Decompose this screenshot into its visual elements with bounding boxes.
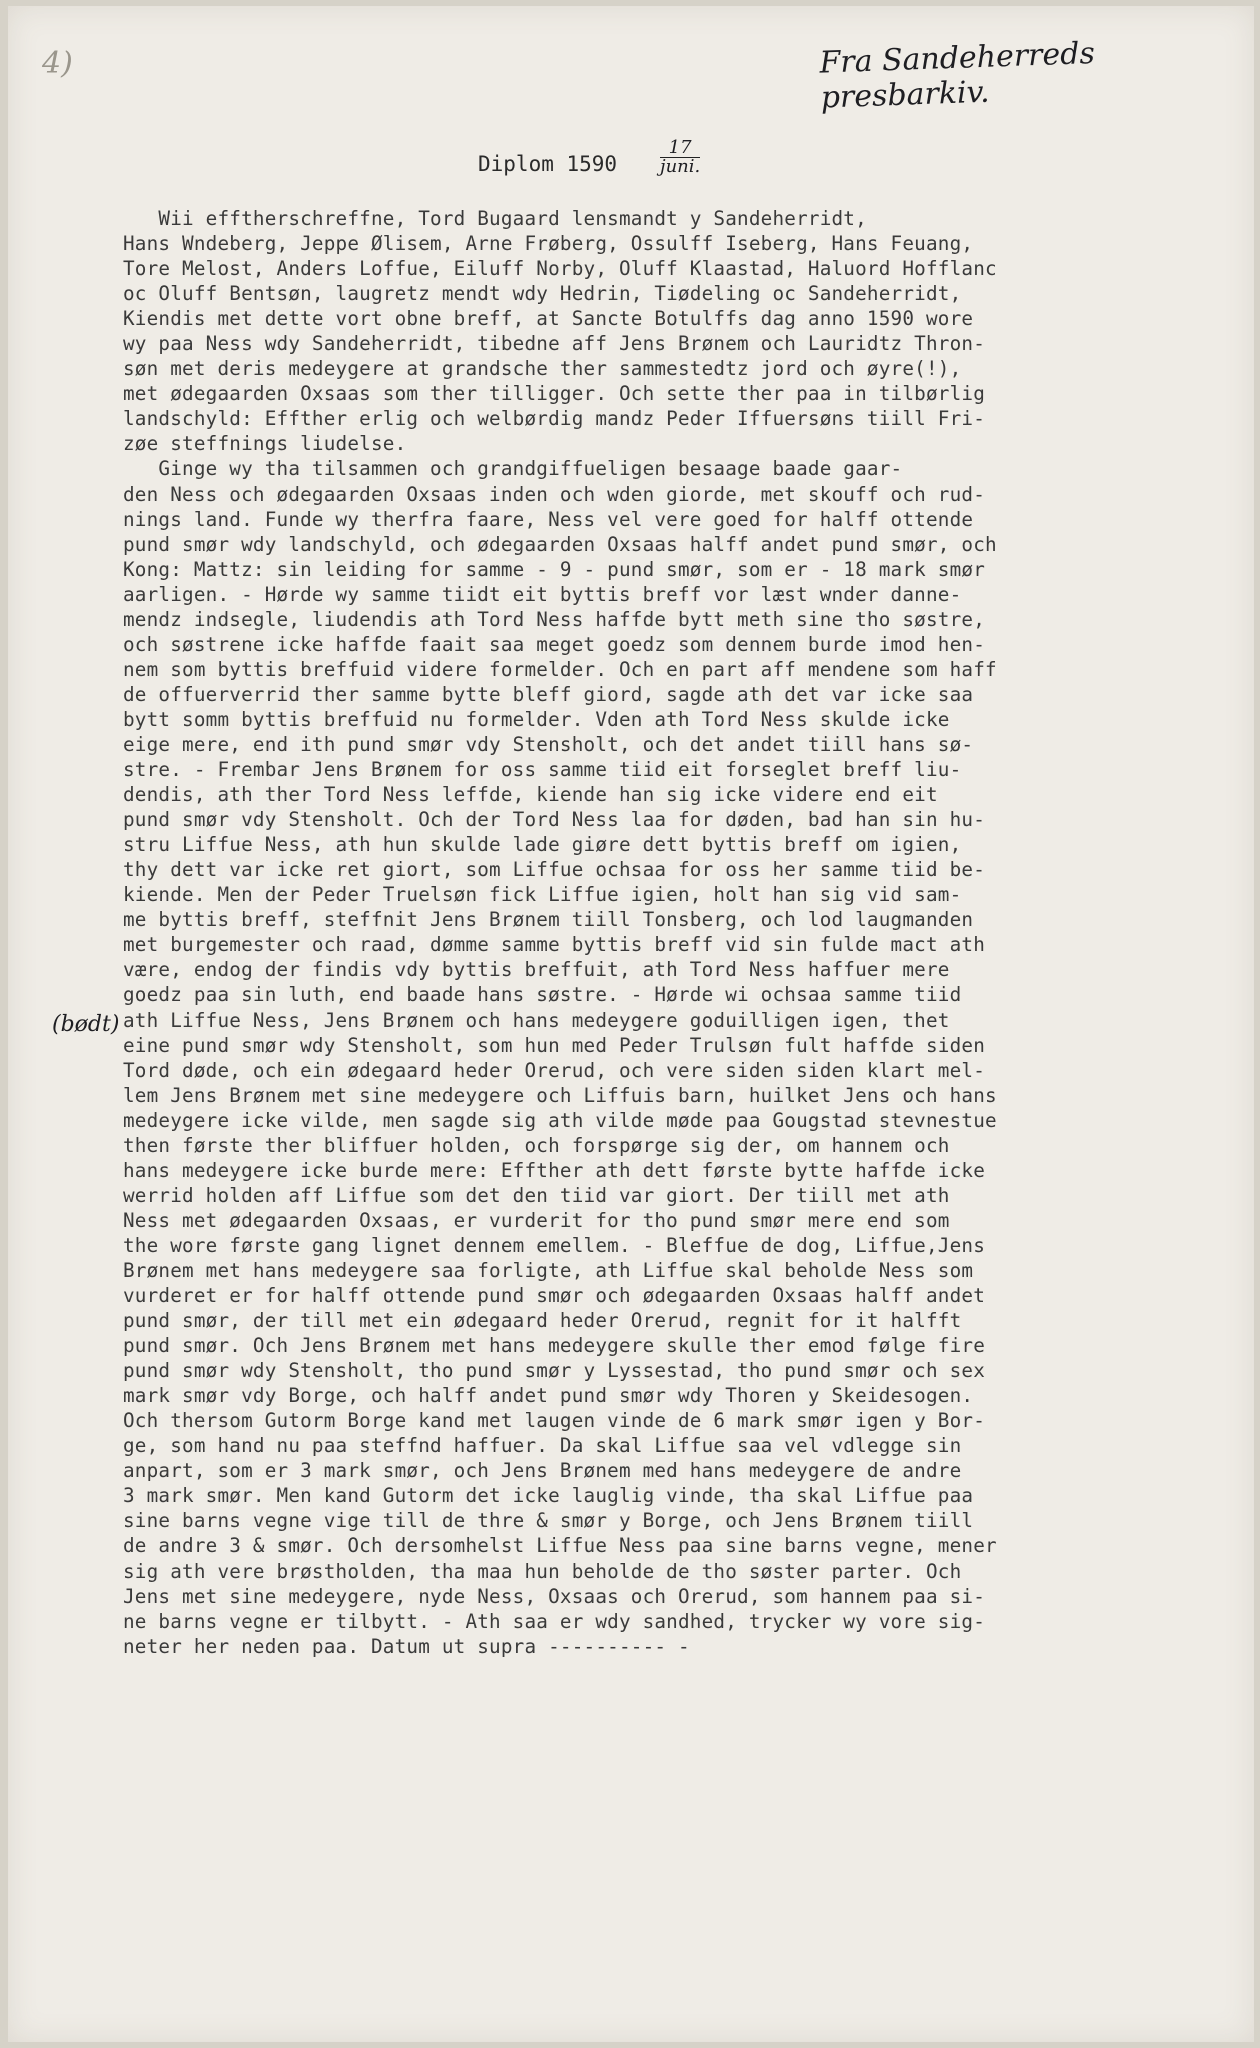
document-page <box>8 6 1254 2042</box>
text-line: werrid holden aff Liffue som det den tiid var giort. Der tiill met ath <box>123 1183 950 1207</box>
text-line: Kiendis met dette vort obne breff, at Sancte Botulffs dag anno 1590 wore <box>123 307 974 331</box>
text-line: Och thersom Gutorm Borge kand met laugen vinde de 6 mark smør igen y Bor- <box>123 1409 986 1433</box>
text-line: Wii efftherschreffne, Tord Bugaard lensmandt y Sandeherridt, <box>123 207 867 230</box>
text-line: lem Jens Brønem met sine medeygere och Liffuis barn, huilket Jens och hans <box>123 1083 997 1107</box>
text-line: nem som byttis breffuid videre formelder. Och en part aff mendene som haff <box>123 657 997 681</box>
text-line: mark smør vdy Borge, och halff andet pund smør wdy Thoren y Skeidesogen. <box>123 1384 974 1408</box>
text-line: de offuerverrid ther samme bytte bleff giord, sagde ath det var icke saa <box>123 682 974 706</box>
text-line: søn met deris medeygere at grandsche ther sammestedtz jord och øyre(!), <box>123 357 962 381</box>
text-line: sine barns vegne vige till de thre & smør y Borge, och Jens Brønem tiill <box>123 1509 974 1533</box>
title-date-month: juni. <box>660 156 701 177</box>
text-line: Jens met sine medeygere, nyde Ness, Oxsaas och Orerud, som hannem paa si- <box>123 1584 986 1608</box>
text-line: thy dett var icke ret giort, som Liffue ochsaa for oss her samme tiid be- <box>123 858 986 882</box>
text-line: vurderet er for halff ottende pund smør och ødegaarden Oxsaas halff andet <box>123 1284 986 1308</box>
text-line: Ginge wy tha tilsammen och grandgiffueligen besaage baade gaar- <box>123 457 903 481</box>
text-line: then første ther bliffuer holden, och forspørge sig der, om hannem och <box>123 1133 950 1157</box>
text-line: ath Liffue Ness, Jens Brønem och hans medeygere goduilligen igen, thet <box>123 1008 950 1032</box>
text-line: være, endog der findis vdy byttis breffuit, ath Tord Ness haffuer mere <box>123 958 950 982</box>
text-line: landschyld: Effther erlig och welbørdig mandz Peder Iffuersøns tiill Fri- <box>123 407 986 431</box>
corner-handwritten-mark: 4) <box>42 46 73 81</box>
text-line: mendz indsegle, liudendis ath Tord Ness haffde bytt meth sine tho søstre, <box>123 607 986 631</box>
text-line: ge, som hand nu paa steffnd haffuer. Da skal Liffue saa vel vdlegge sin <box>123 1434 962 1458</box>
text-line: Kong: Mattz: sin leiding for samme - 9 - pund smør, som er - 18 mark smør <box>123 557 986 581</box>
handwritten-title-date <box>660 137 701 177</box>
text-line: pund smør. Och Jens Brønem met hans medeygere skulle ther emod følge fire <box>123 1334 986 1358</box>
text-line: neter her neden paa. Datum ut supra ---------- - <box>123 1634 690 1658</box>
text-line: medeygere icke vilde, men sagde sig ath vilde møde paa Gougstad stevnestue <box>123 1108 997 1132</box>
text-line: aarligen. - Hørde wy samme tiidt eit byttis breff vor læst wnder danne- <box>123 582 962 606</box>
handwritten-margin-note: (bødt) <box>52 1012 120 1037</box>
text-line: met ødegaarden Oxsaas som ther tilligger. Och sette ther paa in tilbørlig <box>123 382 986 406</box>
document-title: Diplom 1590 <box>478 152 618 176</box>
text-line: 3 mark smør. Men kand Gutorm det icke lauglig vinde, tha skal Liffue paa <box>123 1484 974 1508</box>
text-line: och søstrene icke haffde faait saa meget goedz som dennem burde imod hen- <box>123 632 986 656</box>
text-line: me byttis breff, steffnit Jens Brønem tiill Tonsberg, och lod laugmanden <box>123 908 974 932</box>
text-line: nings land. Funde wy therfra faare, Ness vel vere goed for halff ottende <box>123 507 974 531</box>
text-line: den Ness och ødegaarden Oxsaas inden och wden giorde, met skouff och rud- <box>123 482 986 506</box>
text-line: stru Liffue Ness, ath hun skulde lade giøre dett byttis breff om igien, <box>123 833 962 857</box>
text-line: pund smør, der till met ein ødegaard heder Orerud, regnit for it halfft <box>123 1309 962 1333</box>
text-line: zøe steffnings liudelse. <box>123 432 407 456</box>
text-line: dendis, ath ther Tord Ness leffde, kiende han sig icke videre end eit <box>123 783 938 807</box>
text-line: Ness met ødegaarden Oxsaas, er vurderit for tho pund smør mere end som <box>123 1208 950 1232</box>
text-line: sig ath vere brøstholden, tha maa hun beholde de tho søster parter. Och <box>123 1559 962 1583</box>
text-line: hans medeygere icke burde mere: Effther ath dett første bytte haffde icke <box>123 1158 986 1182</box>
text-line: de andre 3 & smør. Och dersomhelst Liffue Ness paa sine barns vegne, mener <box>123 1534 997 1558</box>
text-line: wy paa Ness wdy Sandeherridt, tibedne aff Jens Brønem och Lauridtz Thron- <box>123 332 986 356</box>
handwritten-source-note: Fra Sandeherreds presbarkiv. <box>818 35 1096 116</box>
text-line: ne barns vegne er tilbytt. - Ath saa er wdy sandhed, trycker wy vore sig- <box>123 1609 986 1633</box>
text-line: the wore første gang lignet dennem emellem. - Bleffue de dog, Liffue,Jens <box>123 1233 986 1257</box>
text-line: met burgemester och raad, dømme samme byttis breff vid sin fulde mact ath <box>123 933 986 957</box>
document-body <box>123 206 1248 1659</box>
text-line: goedz paa sin luth, end baade hans søstre. - Hørde wi ochsaa samme tiid <box>123 983 962 1007</box>
text-line: Tord døde, och ein ødegaard heder Orerud, och vere siden siden klart mel- <box>123 1058 986 1082</box>
text-line: pund smør wdy Stensholt, tho pund smør y Lyssestad, tho pund smør och sex <box>123 1359 986 1383</box>
text-line: Hans Wndeberg, Jeppe Ølisem, Arne Frøberg, Ossulff Iseberg, Hans Feuang, <box>123 232 974 256</box>
text-line: oc Oluff Bentsøn, laugretz mendt wdy Hedrin, Tiødeling oc Sandeherridt, <box>123 282 962 306</box>
text-line: pund smør vdy Stensholt. Och der Tord Ness laa for døden, bad han sin hu- <box>123 808 986 832</box>
text-line: Brønem met hans medeygere saa forligte, ath Liffue skal beholde Ness som <box>123 1258 974 1282</box>
text-line: eine pund smør wdy Stensholt, som hun med Peder Trulsøn fult haffde siden <box>123 1033 986 1057</box>
text-line: kiende. Men der Peder Truelsøn fick Liffue igien, holt han sig vid sam- <box>123 883 962 907</box>
text-line: anpart, som er 3 mark smør, och Jens Brønem med hans medeygere de andre <box>123 1459 962 1483</box>
text-line: pund smør wdy landschyld, och ødegaarden Oxsaas halff andet pund smør, och <box>123 532 997 556</box>
text-line: bytt somm byttis breffuid nu formelder. Vden ath Tord Ness skulde icke <box>123 707 950 731</box>
text-line: stre. - Frembar Jens Brønem for oss samme tiid eit forseglet breff liu- <box>123 758 962 782</box>
title-date-day: 17 <box>668 137 692 158</box>
text-line: eige mere, end ith pund smør vdy Stensholt, och det andet tiill hans sø- <box>123 732 974 756</box>
text-line: Tore Melost, Anders Loffue, Eiluff Norby, Oluff Klaastad, Haluord Hofflanc <box>123 257 997 281</box>
